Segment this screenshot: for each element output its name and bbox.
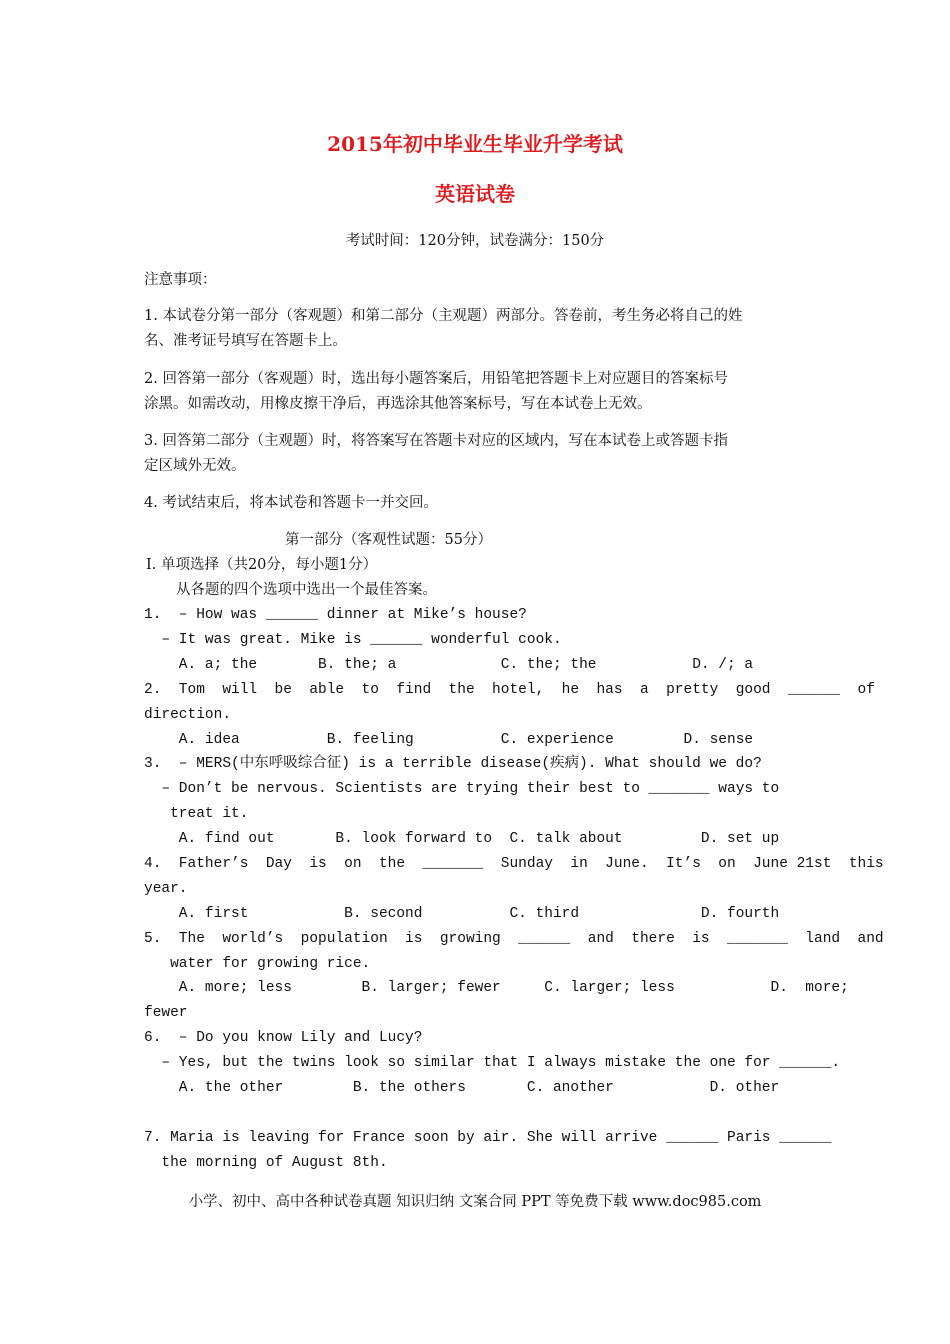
notice-1-line1: 1. 本试卷分第一部分（客观题）和第二部分（主观题）两部分。答卷前，考生务必将自己的姓: [144, 308, 743, 324]
question-7-line1: 7. Maria is leaving for France soon by air. She will arrive ______ Paris ______: [144, 1130, 832, 1146]
question-6-options: A. the other B. the others C. another D. other: [144, 1080, 780, 1096]
question-3-line3: treat it.: [144, 806, 249, 822]
exam-subtitle: 英语试卷: [435, 182, 515, 206]
question-3-line2: – Don’t be nervous. Scientists are trying their best to _______ ways to: [144, 781, 780, 797]
exam-title: 2015年初中毕业生毕业升学考试: [327, 132, 623, 156]
question-4-line2: year.: [144, 881, 188, 897]
question-5-line2: water for growing rice.: [144, 956, 371, 972]
question-3-options: A. find out B. look forward to C. talk about D. set up: [144, 831, 780, 847]
question-2-options: A. idea B. feeling C. experience D. sense: [144, 732, 754, 748]
notice-2-line2: 涂黑。如需改动，用橡皮擦干净后，再选涂其他答案标号，写在本试卷上无效。: [144, 396, 652, 412]
section-instruction: 从各题的四个选项中选出一个最佳答案。: [176, 582, 437, 598]
question-1-line2: – It was great. Mike is ______ wonderful cook.: [144, 632, 562, 648]
question-5-line1: 5. The world’s population is growing ______ and there is _______ land and: [144, 931, 884, 947]
question-6-line1: 6. – Do you know Lily and Lucy?: [144, 1030, 423, 1046]
notice-4-line1: 4. 考试结束后，将本试卷和答题卡一并交回。: [144, 495, 438, 511]
section-one-heading: Ⅰ. 单项选择（共20分，每小题1分）: [146, 557, 378, 573]
question-6-line2: – Yes, but the twins look so similar that I always mistake the one for ______.: [144, 1055, 841, 1071]
question-3-line1: 3. – MERS(中东呼吸综合征) is a terrible disease(疾病). What should we do?: [144, 756, 762, 772]
question-4-line1: 4. Father’s Day is on the _______ Sunday in June. It’s on June 21st this: [144, 856, 884, 872]
question-5-line3: fewer: [144, 1005, 188, 1021]
question-2-line1: 2. Tom will be able to find the hotel, he has a pretty good ______ of: [144, 682, 875, 698]
question-1-options: A. a; the B. the; a C. the; the D. /; a: [144, 657, 754, 673]
page-footer: 小学、初中、高中各种试卷真题 知识归纳 文案合同 PPT 等免费下载 www.doc985.com: [188, 1194, 762, 1210]
question-7-line2: the morning of August 8th.: [144, 1155, 388, 1171]
exam-info: 考试时间：120分钟，试卷满分：150分: [345, 233, 605, 249]
question-4-options: A. first B. second C. third D. fourth: [144, 906, 780, 922]
notice-1-line2: 名、准考证号填写在答题卡上。: [144, 333, 347, 349]
notice-3-line2: 定区域外无效。: [144, 458, 246, 474]
part-one-heading: 第一部分（客观性试题：55分）: [285, 532, 492, 548]
question-2-line2: direction.: [144, 707, 232, 723]
question-5-options: A. more; less B. larger; fewer C. larger; less D. more;: [144, 980, 849, 996]
notice-heading: 注意事项：: [144, 272, 217, 288]
notice-2-line1: 2. 回答第一部分（客观题）时，选出每小题答案后，用铅笔把答题卡上对应题目的答案标号: [144, 371, 728, 387]
question-1-line1: 1. – How was ______ dinner at Mike’s house?: [144, 607, 527, 623]
notice-3-line1: 3. 回答第二部分（主观题）时，将答案写在答题卡对应的区域内，写在本试卷上或答题卡指: [144, 433, 728, 449]
